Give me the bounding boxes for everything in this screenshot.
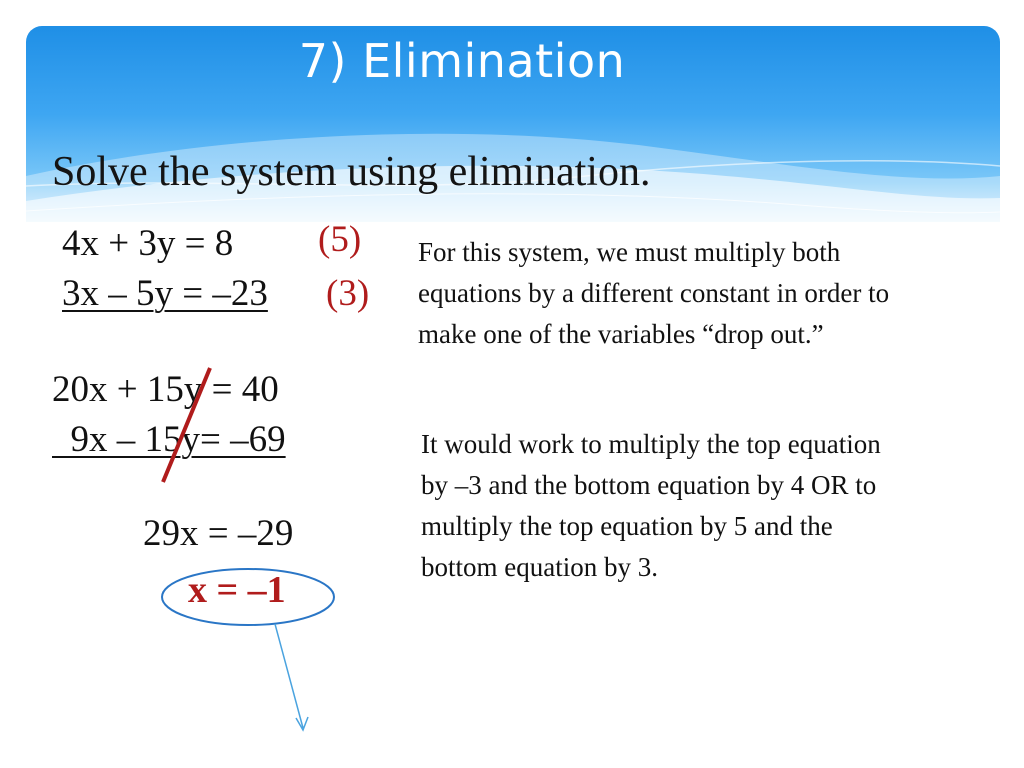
scaled-equation-1: 20x + 15y = 40 [52, 369, 279, 410]
equation-2: 3x – 5y = –23 [62, 273, 268, 314]
cancel-slash [163, 368, 210, 482]
note-line: It would work to multiply the top equation [421, 429, 881, 459]
slide-subtitle: Solve the system using elimination. [52, 149, 651, 195]
multiplier-2: (3) [326, 273, 370, 314]
scaled-equation-2: 9x – 15y= –69 [52, 419, 286, 460]
multiplier-1: (5) [318, 219, 362, 260]
sum-equation: 29x = –29 [143, 513, 294, 554]
arrow-line [275, 624, 303, 728]
answer-x: x = –1 [188, 569, 286, 611]
note-line: make one of the variables “drop out.” [418, 319, 824, 349]
note-line: multiply the top equation by 5 and the [421, 511, 833, 541]
note-line: by –3 and the bottom equation by 4 OR to [421, 470, 877, 500]
note-line: For this system, we must multiply both [418, 237, 841, 267]
note-line: bottom equation by 3. [421, 552, 658, 582]
note-line: equations by a different constant in order to [418, 278, 890, 308]
answer-circle [162, 569, 334, 625]
equation-1: 4x + 3y = 8 [62, 223, 234, 264]
slide-title: 7) Elimination [298, 34, 626, 88]
